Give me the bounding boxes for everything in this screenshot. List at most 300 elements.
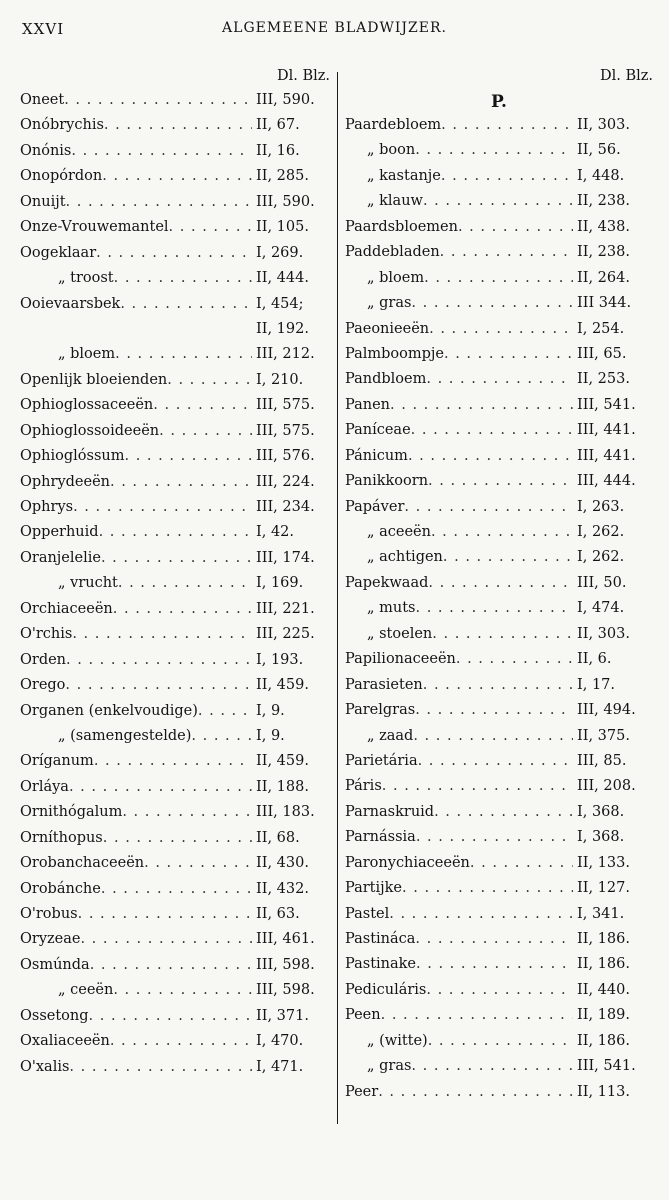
entry-term: Papilionaceeën — [345, 651, 456, 668]
index-entry — [20, 194, 330, 219]
right-column — [345, 68, 653, 1109]
entry-term: Onuijt — [20, 193, 66, 210]
entry-term: Parnaskruid — [345, 803, 435, 820]
index-entry — [20, 652, 330, 677]
index-entry — [345, 193, 653, 218]
entry-reference: III, 441. — [577, 422, 636, 439]
entry-reference: II, 303. — [577, 625, 630, 642]
index-entry — [20, 143, 330, 168]
dot-leader — [90, 957, 252, 973]
entry-reference: I, 17. — [577, 676, 616, 693]
entry-reference: II, 16. — [256, 142, 300, 159]
dot-leader — [115, 346, 252, 362]
index-entry — [20, 245, 330, 270]
dot-leader — [404, 499, 573, 515]
left-column-heading — [20, 68, 330, 92]
entry-term: Onze-Vrouwemantel — [20, 219, 169, 236]
entry-term: Palmboompje — [345, 345, 444, 362]
entry-term: Peen — [345, 1007, 381, 1024]
index-entry — [20, 321, 330, 346]
index-entry — [20, 423, 330, 448]
dot-leader — [434, 804, 573, 820]
entry-reference: III, 85. — [577, 752, 627, 769]
dot-leader — [428, 1033, 573, 1049]
entry-term: Oryzeae — [20, 931, 81, 948]
entry-term: Pastel — [345, 905, 390, 922]
index-entry — [20, 448, 330, 473]
entry-term: Pastináca — [345, 931, 416, 947]
entry-term: Pandbloem — [345, 371, 427, 388]
entry-term: Orláya — [20, 778, 69, 795]
entry-reference: II, 440. — [577, 981, 630, 998]
index-entry — [20, 728, 330, 753]
entry-term: Orobánche — [20, 880, 101, 897]
dot-leader — [69, 1059, 252, 1075]
entry-term: Papekwaad — [345, 574, 429, 591]
entry-reference: II, 432. — [256, 880, 309, 897]
entry-reference: II, 186. — [577, 1032, 630, 1049]
dot-leader — [104, 117, 252, 133]
entry-term: „ boon — [367, 142, 416, 159]
index-entry — [345, 728, 653, 753]
entry-reference: I, 470. — [256, 1033, 304, 1050]
dot-leader — [122, 804, 252, 820]
entry-reference: III, 461. — [256, 931, 315, 948]
index-entry — [345, 880, 653, 905]
entry-term: „ bloem — [367, 269, 425, 286]
dot-leader — [120, 296, 252, 312]
page-header — [0, 20, 669, 44]
entry-term: Ornithógalum — [20, 804, 123, 821]
entry-term: Panen — [345, 396, 391, 413]
entry-reference: II, 186. — [577, 931, 630, 947]
entry-reference: II, 430. — [256, 855, 309, 872]
entry-reference: III 344. — [577, 295, 632, 312]
index-entry — [20, 982, 330, 1007]
index-entry — [345, 524, 653, 549]
dot-leader — [198, 703, 252, 719]
entry-reference: II, 133. — [577, 854, 630, 871]
dot-leader — [159, 423, 252, 439]
dot-leader — [423, 677, 573, 693]
dot-leader — [415, 931, 573, 947]
entry-reference: II, 188. — [256, 778, 309, 795]
entry-reference: I, 193. — [256, 651, 304, 668]
volume-page-heading: Dl. Blz. — [599, 68, 653, 84]
index-entry — [345, 702, 653, 727]
entry-term: Ophrydeeën — [20, 473, 110, 490]
dot-leader — [144, 855, 252, 871]
entry-reference: I, 368. — [577, 829, 625, 846]
dot-leader — [402, 880, 573, 896]
entry-term: Paronychiaceeën — [345, 854, 470, 871]
dot-leader — [167, 372, 252, 388]
index-entry — [345, 473, 653, 498]
entry-reference: II, 105. — [256, 219, 309, 236]
entry-term: Orobanchaceeën — [20, 855, 145, 872]
entry-reference: II, 444. — [256, 270, 309, 287]
entry-reference: III, 590. — [256, 92, 315, 108]
index-entry — [345, 778, 653, 803]
entry-reference: I, 9. — [256, 727, 285, 744]
entry-term: Páris — [345, 778, 382, 795]
entry-term: Paardebloem — [345, 117, 442, 133]
index-entry — [20, 270, 330, 295]
entry-term: Parnássia — [345, 829, 416, 846]
entry-reference: III, 590. — [256, 193, 315, 210]
dot-leader — [89, 1008, 252, 1024]
entry-term: Paeonieeën — [345, 320, 430, 337]
entry-reference: II, 68. — [256, 829, 300, 846]
entry-term: Orchiaceeën — [20, 600, 113, 617]
index-entry — [345, 677, 653, 702]
volume-page-heading: Dl. Blz. — [276, 68, 330, 84]
entry-reference: II, 459. — [256, 677, 309, 694]
entry-reference: I, 474. — [577, 600, 625, 617]
index-entry — [345, 982, 653, 1007]
entry-reference: I, 263. — [577, 498, 625, 515]
entry-term: Paníceae — [345, 422, 411, 439]
entry-term: „ bloem — [58, 346, 116, 363]
index-entry — [345, 371, 653, 396]
dot-leader — [413, 728, 573, 744]
index-entry — [345, 295, 653, 320]
index-entry — [20, 1033, 330, 1058]
column-divider — [337, 72, 338, 1124]
dot-leader — [441, 117, 573, 133]
index-entry — [20, 117, 330, 142]
entry-reference: I, 448. — [577, 167, 625, 184]
index-entry — [345, 142, 653, 167]
entry-reference: I, 254. — [577, 320, 625, 337]
index-entry — [20, 881, 330, 906]
page-title: ALGEMEENE BLADWIJZER. — [222, 20, 447, 36]
dot-leader — [378, 1084, 573, 1100]
dot-leader — [103, 830, 252, 846]
index-entry — [345, 1007, 653, 1032]
entry-term: Onóbrychis — [20, 117, 104, 134]
dot-leader — [118, 575, 252, 591]
entry-reference: II, 186. — [577, 956, 630, 973]
entry-term: Pediculáris — [345, 981, 427, 998]
entry-term: O'rchis — [20, 626, 73, 643]
entry-term: „ ceeën — [58, 982, 114, 999]
entry-term: Oríganum — [20, 753, 94, 770]
entry-term: Papáver — [345, 498, 405, 515]
entry-term: „ (samengestelde) — [58, 727, 192, 744]
entry-term: Ophioglossoideeën — [20, 422, 160, 439]
index-entry — [345, 1058, 653, 1083]
entry-reference: I, 454; — [256, 295, 304, 312]
index-entry — [20, 601, 330, 626]
entry-term: „ (witte) — [367, 1032, 428, 1049]
entry-reference: II, 438. — [577, 218, 630, 235]
index-entry — [20, 1008, 330, 1033]
entry-term: Orden — [20, 651, 67, 668]
dot-leader — [415, 142, 573, 158]
entry-term: Partijke — [345, 880, 403, 897]
index-entry — [345, 600, 653, 625]
entry-term: Parelgras — [345, 702, 416, 719]
index-entry — [345, 168, 653, 193]
entry-term: Orego — [20, 677, 66, 694]
dot-leader — [65, 677, 252, 693]
index-entry — [345, 346, 653, 371]
index-entry — [20, 957, 330, 982]
dot-leader — [66, 194, 252, 210]
dot-leader — [428, 473, 573, 489]
index-entry — [345, 753, 653, 778]
dot-leader — [408, 448, 573, 464]
entry-term: Onónis — [20, 142, 72, 159]
right-column-heading — [345, 68, 653, 92]
entry-term: „ achtigen — [367, 549, 443, 566]
dot-leader — [428, 575, 573, 591]
index-entry — [20, 804, 330, 829]
index-entry — [20, 168, 330, 193]
entry-reference: II, 189. — [577, 1007, 630, 1024]
entry-reference: II, 67. — [256, 117, 300, 134]
dot-leader — [110, 1033, 252, 1049]
entry-term: Panikkoorn — [345, 473, 429, 490]
entry-reference: I, 42. — [256, 524, 295, 541]
index-entry — [345, 651, 653, 676]
entry-reference: III, 441. — [577, 447, 636, 464]
entry-reference: III, 208. — [577, 778, 636, 795]
index-entry — [20, 499, 330, 524]
dot-leader — [69, 779, 252, 795]
dot-leader — [432, 626, 573, 642]
entry-reference: II, 303. — [577, 117, 630, 133]
entry-term: Orníthopus — [20, 829, 103, 846]
entry-term: „ vrucht — [58, 575, 118, 592]
dot-leader — [114, 270, 252, 286]
entry-reference: II, 264. — [577, 269, 630, 286]
entry-term: Oneet — [20, 92, 65, 108]
index-entry — [20, 830, 330, 855]
index-entry — [20, 296, 330, 321]
dot-leader — [191, 728, 252, 744]
index-entry — [20, 346, 330, 371]
dot-leader — [458, 219, 573, 235]
entry-term: Pánicum — [345, 447, 408, 464]
entry-reference: I, 471. — [256, 1058, 304, 1075]
entry-term: Paddebladen — [345, 244, 440, 261]
entry-reference: I, 269. — [256, 244, 304, 261]
index-entry — [20, 779, 330, 804]
entry-reference: I, 262. — [577, 549, 625, 566]
dot-leader — [64, 92, 252, 108]
dot-leader — [440, 244, 573, 260]
dot-leader — [431, 524, 573, 540]
dot-leader — [423, 193, 573, 209]
entry-term: Parasieten — [345, 676, 423, 693]
entry-term: „ gras — [367, 1058, 412, 1075]
dot-leader — [418, 753, 573, 769]
dot-leader — [444, 346, 573, 362]
entry-term: Onopórdon — [20, 168, 103, 185]
entry-term: „ zaad — [367, 727, 414, 744]
dot-leader — [411, 295, 573, 311]
dot-leader — [66, 652, 252, 668]
entry-term: Pastinake — [345, 956, 417, 973]
dot-leader — [389, 906, 573, 922]
dot-leader — [411, 1058, 573, 1074]
index-entry — [345, 829, 653, 854]
dot-leader — [113, 982, 252, 998]
index-entry — [20, 474, 330, 499]
index-entry — [345, 270, 653, 295]
dot-leader — [80, 931, 252, 947]
dot-leader — [73, 499, 252, 515]
entry-reference: III, 576. — [256, 448, 315, 465]
index-entry — [345, 804, 653, 829]
entry-reference: III, 598. — [256, 956, 315, 973]
index-entry — [20, 219, 330, 244]
entry-reference: II, 371. — [256, 1007, 309, 1024]
dot-leader — [456, 651, 573, 667]
index-entry — [345, 499, 653, 524]
left-column — [20, 68, 330, 1084]
index-entry — [20, 397, 330, 422]
dot-leader — [99, 524, 252, 540]
entry-term: „ troost — [58, 270, 114, 287]
dot-leader — [101, 881, 252, 897]
entry-term: „ klauw — [367, 193, 423, 210]
entry-term: Ophioglossaceeën — [20, 397, 154, 414]
dot-leader — [113, 601, 252, 617]
dot-leader — [110, 474, 252, 490]
index-entry — [345, 855, 653, 880]
index-entry — [20, 703, 330, 728]
entry-term: Openlijk bloeienden — [20, 371, 168, 388]
dot-leader — [416, 956, 573, 972]
entry-term: Ophrys — [20, 499, 74, 515]
index-entry — [20, 626, 330, 651]
index-entry — [20, 372, 330, 397]
entry-reference: III, 183. — [256, 804, 315, 821]
page-number: XXVI — [22, 20, 65, 38]
index-entry — [20, 1059, 330, 1084]
index-entry — [20, 753, 330, 778]
entry-reference: III, 225. — [256, 626, 315, 643]
entry-reference: II, 63. — [256, 906, 300, 922]
entry-term: Peer — [345, 1083, 379, 1100]
entry-reference: III, 541. — [577, 1058, 636, 1075]
entry-reference: III, 444. — [577, 473, 636, 490]
left-entry-list — [20, 92, 330, 1084]
dot-leader — [125, 448, 253, 464]
entry-reference: III, 598. — [256, 982, 315, 999]
entry-reference: III, 50. — [577, 574, 627, 591]
dot-leader — [153, 397, 252, 413]
entry-reference: II, 6. — [577, 651, 612, 668]
index-entry — [345, 931, 653, 956]
index-entry — [345, 1033, 653, 1058]
entry-term: Ophioglóssum — [20, 448, 125, 465]
entry-reference: I, 368. — [577, 803, 625, 820]
index-entry — [345, 321, 653, 346]
entry-term: Organen (enkelvoudige) — [20, 702, 198, 719]
entry-reference: III, 65. — [577, 345, 627, 362]
entry-reference: II, 192. — [256, 320, 309, 337]
dot-leader — [390, 397, 573, 413]
dot-leader — [441, 168, 573, 184]
index-entry — [345, 549, 653, 574]
index-entry — [345, 422, 653, 447]
entry-reference: III, 541. — [577, 396, 636, 413]
entry-reference: III, 174. — [256, 549, 315, 566]
entry-reference: III, 224. — [256, 473, 315, 490]
dot-leader — [424, 270, 573, 286]
dot-leader — [94, 753, 252, 769]
dot-leader — [443, 549, 573, 565]
dot-leader — [102, 168, 252, 184]
entry-term: „ gras — [367, 295, 412, 312]
entry-reference: II, 238. — [577, 244, 630, 261]
entry-reference: II, 127. — [577, 880, 630, 897]
dot-leader — [78, 906, 252, 922]
entry-reference: III, 575. — [256, 397, 315, 414]
dot-leader — [381, 1007, 573, 1023]
entry-reference: III, 494. — [577, 702, 636, 719]
entry-term: „ aceeën — [367, 524, 431, 540]
entry-term: Osmúnda — [20, 956, 90, 973]
entry-reference: II, 285. — [256, 168, 309, 185]
entry-reference: I, 169. — [256, 575, 304, 592]
index-entry — [20, 550, 330, 575]
entry-reference: III, 575. — [256, 422, 315, 439]
entry-reference: II, 56. — [577, 142, 621, 159]
index-entry — [345, 244, 653, 269]
right-entry-list — [345, 117, 653, 1109]
entry-reference: I, 9. — [256, 702, 285, 719]
index-entry — [345, 1084, 653, 1109]
index-entry — [345, 906, 653, 931]
entry-term: Parietária — [345, 752, 418, 769]
section-letter: P. — [491, 92, 507, 112]
index-entry — [345, 448, 653, 473]
index-entry — [345, 219, 653, 244]
entry-reference: I, 262. — [577, 524, 625, 540]
dot-leader — [426, 982, 573, 998]
entry-reference: II, 238. — [577, 193, 630, 210]
entry-term: Paardsbloemen — [345, 218, 458, 235]
dot-leader — [415, 702, 573, 718]
entry-term: Ooievaarsbek — [20, 295, 121, 312]
entry-reference: I, 210. — [256, 371, 304, 388]
dot-leader — [470, 855, 573, 871]
dot-leader — [96, 245, 252, 261]
dot-leader — [71, 143, 252, 159]
entry-term: O'robus — [20, 906, 78, 922]
entry-term: Opperhuid — [20, 524, 99, 541]
entry-reference: II, 253. — [577, 371, 630, 388]
entry-term: O'xalis — [20, 1058, 70, 1075]
dot-leader — [101, 550, 252, 566]
index-entry — [20, 931, 330, 956]
dot-leader — [382, 778, 573, 794]
entry-reference: I, 341. — [577, 905, 625, 922]
index-entry — [20, 906, 330, 931]
index-entry — [345, 956, 653, 981]
index-entry — [345, 397, 653, 422]
entry-reference: II, 459. — [256, 753, 309, 770]
dot-leader — [416, 829, 573, 845]
entry-reference: III, 221. — [256, 600, 315, 617]
entry-reference: III, 212. — [256, 346, 315, 363]
dot-leader — [72, 626, 252, 642]
